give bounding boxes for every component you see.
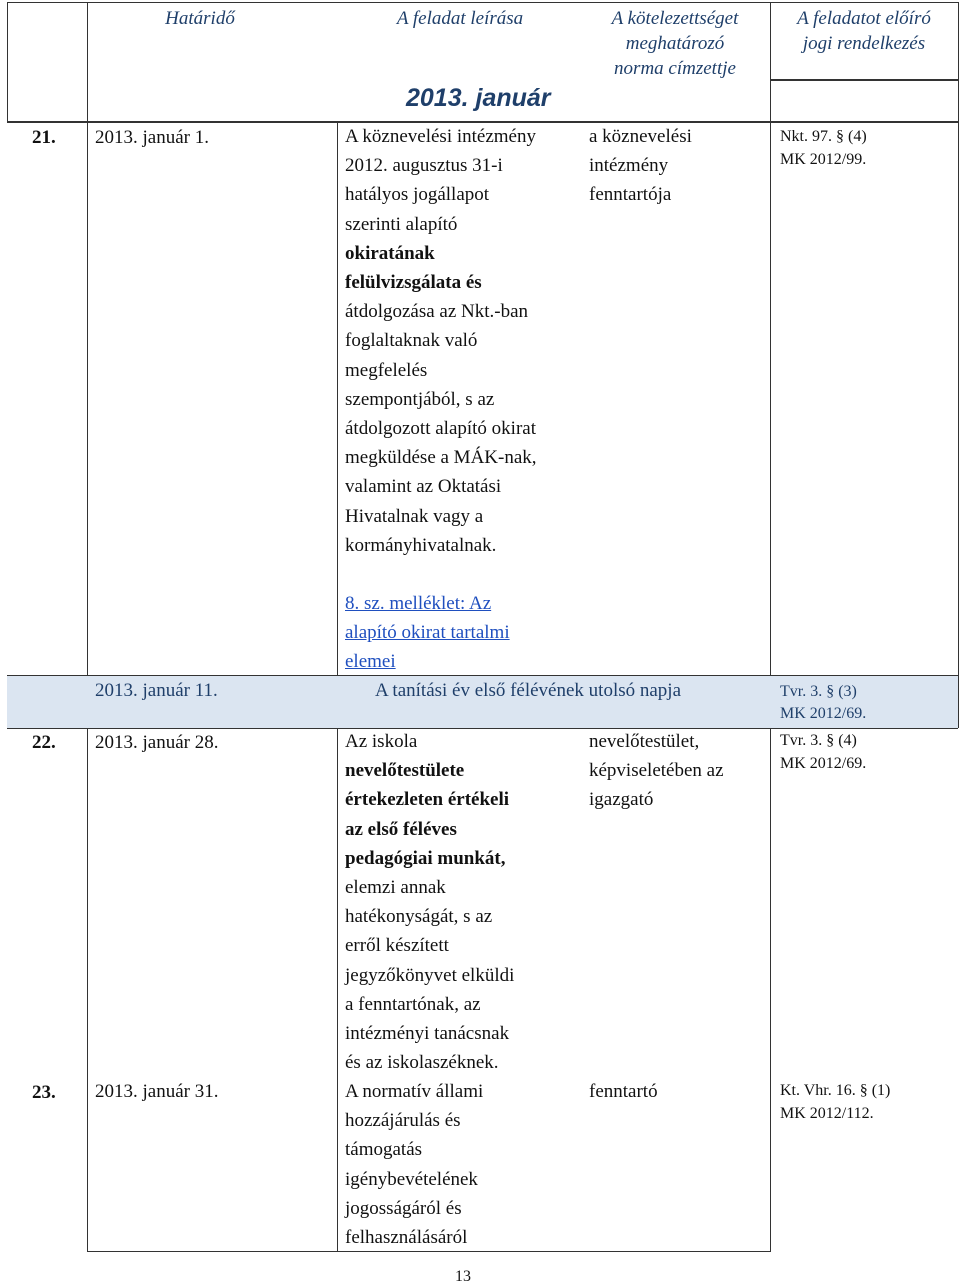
rule-col2b	[337, 728, 338, 1251]
header-legal: A feladatot előíró jogi rendelkezés	[797, 8, 931, 54]
rule-col1c	[87, 728, 88, 1251]
rule-left	[7, 2, 8, 123]
rule-col4	[770, 2, 771, 123]
row-addressee: nevelőtestület, képviseletében az igazgató	[589, 731, 724, 811]
page-number: 13	[455, 1268, 471, 1285]
rule-col4c	[770, 728, 771, 1251]
rule-right	[958, 2, 959, 728]
attachment-link[interactable]: 8. sz. melléklet: Az alapító okirat tartalmi elemei	[345, 593, 510, 673]
row-legal: Kt. Vhr. 16. § (1) MK 2012/112.	[780, 1082, 891, 1122]
row-description: Az iskola nevelőtestülete értekezleten értékeli az első féléves pedagógiai munkát, elemzi annak hatékonyságát, s az erről készített jegyzőkönyvet elküldi a fenntartónak, az intézményi tanácsnak és az iskolaszéknek.	[345, 731, 515, 1074]
rule-header-bottom	[770, 79, 958, 81]
row-number: 22.	[32, 732, 56, 753]
row-legal: Nkt. 97. § (4) MK 2012/99.	[780, 128, 867, 168]
highlight-text: A tanítási év első félévének utolsó napja	[375, 680, 682, 701]
row-deadline: 2013. január 28.	[95, 732, 219, 753]
row-legal: Tvr. 3. § (4) MK 2012/69.	[780, 732, 867, 772]
rule-col1b	[87, 123, 88, 675]
row-deadline: 2013. január 1.	[95, 127, 209, 148]
month-title: 2013. január	[406, 84, 551, 112]
rule-top	[7, 2, 958, 3]
row-number: 23.	[32, 1082, 56, 1103]
highlight-legal: Tvr. 3. § (3) MK 2012/69.	[780, 683, 867, 722]
rule-col1	[87, 2, 88, 123]
header-deadline: Határidő	[165, 8, 235, 29]
rule-col2	[337, 123, 338, 675]
row-addressee: a köznevelési intézmény fenntartója	[589, 126, 692, 206]
rule-col4b	[770, 123, 771, 675]
row-description: A normatív állami hozzájárulás és támogatás igénybevételének jogosságáról és felhasználásáról	[345, 1081, 484, 1249]
row-addressee: fenntartó	[589, 1081, 658, 1102]
header-addressee: A kötelezettséget meghatározó norma címzettje	[611, 8, 739, 79]
highlight-date: 2013. január 11.	[95, 680, 218, 701]
row-number: 21.	[32, 127, 56, 148]
row-description: A köznevelési intézmény 2012. augusztus 31-i hatályos jogállapot szerinti alapító okiratának felülvizsgálata és átdolgozása az Nkt.-ban foglaltaknak való megfelelés szempontjából, s az átdolgozott alapító okirat megküldése a MÁK-nak, valamint az Oktatási Hivatalnak vagy a kormányhivatalnak.	[345, 126, 537, 556]
row-deadline: 2013. január 31.	[95, 1081, 219, 1102]
header-description: A feladat leírása	[396, 8, 524, 29]
